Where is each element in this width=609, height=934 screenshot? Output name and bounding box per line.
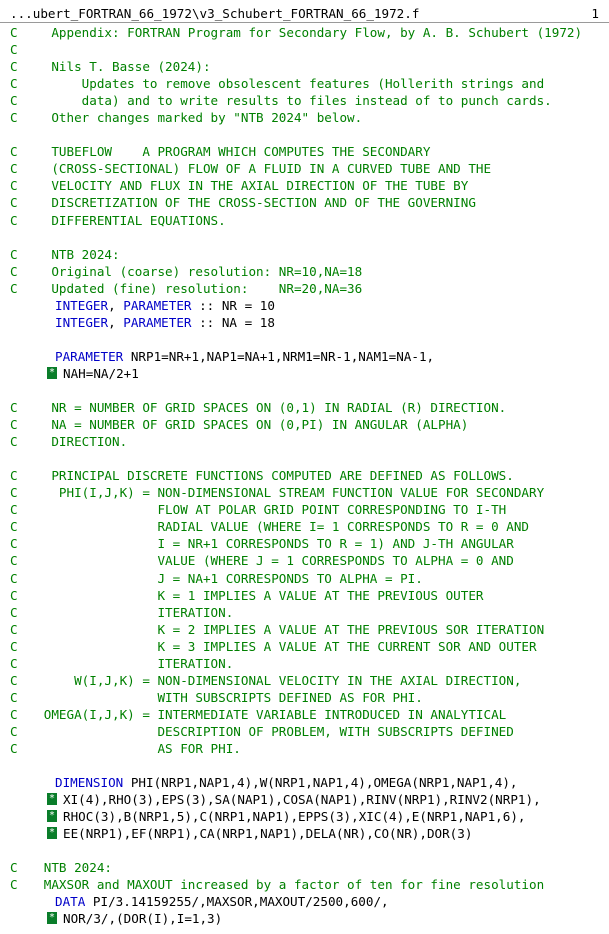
code-text: PHI(NRP1,NAP1,4),W(NRP1,NAP1,4),OMEGA(NRP1,NAP1,4),: [123, 775, 518, 791]
code-line: [0, 58, 609, 75]
comment-marker: C: [10, 706, 18, 722]
continuation-text: XI(4),RHO(3),EPS(3),SA(NAP1),COSA(NAP1),RINV(NRP1),RINV2(NRP1),: [63, 792, 541, 808]
comment-marker: C: [10, 553, 18, 569]
code-text: :: NR = 10: [191, 297, 275, 313]
code-line: [0, 910, 609, 927]
code-line: [0, 177, 609, 194]
comment-marker: C: [10, 76, 18, 92]
comment-marker: C: [10, 195, 18, 211]
code-line: [0, 399, 609, 416]
code-line: [0, 706, 609, 723]
code-line: [0, 212, 609, 229]
code-line: [0, 109, 609, 126]
comment-text: Updated (fine) resolution: NR=20,NA=36: [21, 280, 363, 296]
continuation-text: RHOC(3),B(NRP1,5),C(NRP1,NAP1),EPPS(3),XIC(4),E(NRP1,NAP1,6),: [63, 809, 526, 825]
code-line: [0, 297, 609, 314]
keyword: PARAMETER: [123, 314, 192, 330]
code-line: [0, 433, 609, 450]
code-line: [0, 655, 609, 672]
continuation-marker: *: [48, 912, 56, 924]
comment-marker: C: [10, 536, 18, 552]
code-line: [0, 75, 609, 92]
code-line: [0, 672, 609, 689]
code-text: NRP1=NR+1,NAP1=NA+1,NRM1=NR-1,NAM1=NA-1,: [123, 348, 435, 364]
comment-text: Nils T. Basse (2024):: [21, 59, 211, 75]
code-line: [0, 484, 609, 501]
comment-text: ITERATION.: [21, 655, 234, 671]
code-statement: [55, 774, 518, 791]
comment-marker: C: [10, 212, 18, 228]
comment-marker: C: [10, 161, 18, 177]
comment-marker: C: [10, 621, 18, 637]
comment-text: NTB 2024:: [21, 246, 120, 262]
code-statement: [55, 348, 434, 365]
comment-text: data) and to write results to files instead of to punch cards.: [21, 93, 552, 109]
code-line: [0, 280, 609, 297]
code-line: [0, 587, 609, 604]
comment-marker: C: [10, 25, 18, 40]
comment-text: Other changes marked by "NTB 2024" below.: [21, 110, 363, 126]
continuation-marker: *: [48, 366, 56, 378]
code-line: [0, 194, 609, 211]
comment-text: J = NA+1 CORRESPONDS TO ALPHA = PI.: [21, 570, 423, 586]
comment-text: DISCRETIZATION OF THE CROSS-SECTION AND OF THE GOVERNING: [21, 195, 476, 211]
code-line: [0, 331, 609, 348]
code-line: [0, 876, 609, 893]
code-line: [0, 24, 609, 41]
comment-text: VALUE (WHERE J = 1 CORRESPONDS TO ALPHA = 0 AND: [21, 553, 514, 569]
comment-marker: C: [10, 604, 18, 620]
comment-text: I = NR+1 CORRESPONDS TO R = 1) AND J-TH ANGULAR: [21, 536, 514, 552]
comment-marker: C: [10, 144, 18, 160]
code-listing: [0, 24, 609, 927]
code-line: [0, 467, 609, 484]
code-text: ,: [108, 314, 124, 330]
code-statement: [55, 297, 275, 314]
comment-text: MAXSOR and MAXOUT increased by a factor of ten for fine resolution: [21, 877, 545, 893]
code-line: [0, 314, 609, 331]
continuation-text: NAH=NA/2+1: [63, 365, 139, 381]
comment-text: (CROSS-SECTIONAL) FLOW OF A FLUID IN A CURVED TUBE AND THE: [21, 161, 492, 177]
code-line: [0, 126, 609, 143]
comment-text: AS FOR PHI.: [21, 740, 241, 756]
continuation-text: NOR/3/,(DOR(I),I=1,3): [63, 911, 223, 927]
code-text: ,: [108, 297, 124, 313]
comment-text: PHI(I,J,K) = NON-DIMENSIONAL STREAM FUNCTION VALUE FOR SECONDARY: [21, 485, 545, 501]
comment-marker: C: [10, 485, 18, 501]
code-line: [0, 689, 609, 706]
comment-text: DESCRIPTION OF PROBLEM, WITH SUBSCRIPTS DEFINED: [21, 723, 514, 739]
code-line: [0, 501, 609, 518]
code-line: [0, 723, 609, 740]
comment-marker: C: [10, 246, 18, 262]
comment-text: TUBEFLOW A PROGRAM WHICH COMPUTES THE SECONDARY: [21, 144, 431, 160]
code-text: :: NA = 18: [191, 314, 275, 330]
code-line: [0, 859, 609, 876]
comment-text: FLOW AT POLAR GRID POINT CORRESPONDING TO I-TH: [21, 502, 507, 518]
code-line: [0, 893, 609, 910]
code-line: [0, 246, 609, 263]
code-text: PI/3.14159255/,MAXSOR,MAXOUT/2500,600/,: [85, 894, 389, 910]
comment-text: ITERATION.: [21, 604, 234, 620]
comment-marker: C: [10, 570, 18, 586]
comment-marker: C: [10, 434, 18, 450]
code-line: [0, 808, 609, 825]
code-line: [0, 365, 609, 382]
comment-marker: C: [10, 723, 18, 739]
comment-marker: C: [10, 468, 18, 484]
comment-marker: C: [10, 672, 18, 688]
comment-marker: C: [10, 519, 18, 535]
code-line: [0, 638, 609, 655]
code-line: [0, 621, 609, 638]
code-line: [0, 535, 609, 552]
comment-marker: C: [10, 740, 18, 756]
comment-marker: C: [10, 417, 18, 433]
comment-text: Appendix: FORTRAN Program for Secondary Flow, by A. B. Schubert (1972): [21, 25, 583, 40]
comment-marker: C: [10, 42, 18, 58]
code-line: [0, 774, 609, 791]
code-line: [0, 229, 609, 246]
code-line: [0, 570, 609, 587]
code-line: [0, 842, 609, 859]
comment-marker: C: [10, 93, 18, 109]
keyword: DIMENSION: [55, 775, 124, 791]
comment-text: K = 2 IMPLIES A VALUE AT THE PREVIOUS SOR ITERATION: [21, 621, 545, 637]
keyword: PARAMETER: [55, 348, 124, 364]
code-line: [0, 604, 609, 621]
comment-text: WITH SUBSCRIPTS DEFINED AS FOR PHI.: [21, 689, 423, 705]
code-line: [0, 160, 609, 177]
comment-marker: C: [10, 110, 18, 126]
comment-text: RADIAL VALUE (WHERE I= 1 CORRESPONDS TO R = 0 AND: [21, 519, 529, 535]
code-line: [0, 825, 609, 842]
comment-text: W(I,J,K) = NON-DIMENSIONAL VELOCITY IN THE AXIAL DIRECTION,: [21, 672, 522, 688]
code-line: [0, 143, 609, 160]
code-line: [0, 740, 609, 757]
keyword: DATA: [55, 894, 86, 910]
file-path: ...ubert_FORTRAN_66_1972\v3_Schubert_FORTRAN_66_1972.f: [10, 6, 420, 21]
code-line: [0, 263, 609, 280]
comment-marker: C: [10, 655, 18, 671]
comment-marker: C: [10, 280, 18, 296]
comment-marker: C: [10, 860, 18, 876]
comment-marker: C: [10, 59, 18, 75]
comment-text: DIFFERENTIAL EQUATIONS.: [21, 212, 226, 228]
comment-text: Updates to remove obsolescent features (Hollerith strings and: [21, 76, 545, 92]
comment-marker: C: [10, 689, 18, 705]
code-statement: [55, 893, 389, 910]
comment-marker: C: [10, 587, 18, 603]
code-line: [0, 348, 609, 365]
comment-text: VELOCITY AND FLUX IN THE AXIAL DIRECTION OF THE TUBE BY: [21, 178, 469, 194]
code-line: [0, 382, 609, 399]
code-line: [0, 552, 609, 569]
comment-text: OMEGA(I,J,K) = INTERMEDIATE VARIABLE INTRODUCED IN ANALYTICAL: [21, 706, 507, 722]
code-line: [0, 92, 609, 109]
keyword: INTEGER: [55, 314, 109, 330]
comment-text: DIRECTION.: [21, 434, 128, 450]
continuation-text: EE(NRP1),EF(NRP1),CA(NRP1,NAP1),DELA(NR),CO(NR),DOR(3): [63, 826, 473, 842]
comment-marker: C: [10, 400, 18, 416]
continuation-marker: *: [48, 827, 56, 839]
comment-text: NR = NUMBER OF GRID SPACES ON (0,1) IN RADIAL (R) DIRECTION.: [21, 400, 507, 416]
code-statement: [55, 314, 275, 331]
keyword: PARAMETER: [123, 297, 192, 313]
comment-text: Original (coarse) resolution: NR=10,NA=18: [21, 263, 363, 279]
comment-text: PRINCIPAL DISCRETE FUNCTIONS COMPUTED ARE DEFINED AS FOLLOWS.: [21, 468, 514, 484]
code-line: [0, 416, 609, 433]
continuation-marker: *: [48, 793, 56, 805]
code-line: [0, 518, 609, 535]
keyword: INTEGER: [55, 297, 109, 313]
comment-text: K = 3 IMPLIES A VALUE AT THE CURRENT SOR AND OUTER: [21, 638, 537, 654]
code-line: [0, 450, 609, 467]
comment-text: NTB 2024:: [21, 860, 112, 876]
comment-marker: C: [10, 263, 18, 279]
code-line: [0, 757, 609, 774]
page-number: 1: [591, 6, 599, 21]
comment-marker: C: [10, 877, 18, 893]
comment-text: NA = NUMBER OF GRID SPACES ON (0,PI) IN ANGULAR (ALPHA): [21, 417, 469, 433]
code-line: [0, 41, 609, 58]
comment-marker: C: [10, 178, 18, 194]
code-line: [0, 791, 609, 808]
continuation-marker: *: [48, 810, 56, 822]
comment-marker: C: [10, 638, 18, 654]
comment-text: K = 1 IMPLIES A VALUE AT THE PREVIOUS OUTER: [21, 587, 484, 603]
file-header: [0, 0, 609, 23]
comment-marker: C: [10, 502, 18, 518]
